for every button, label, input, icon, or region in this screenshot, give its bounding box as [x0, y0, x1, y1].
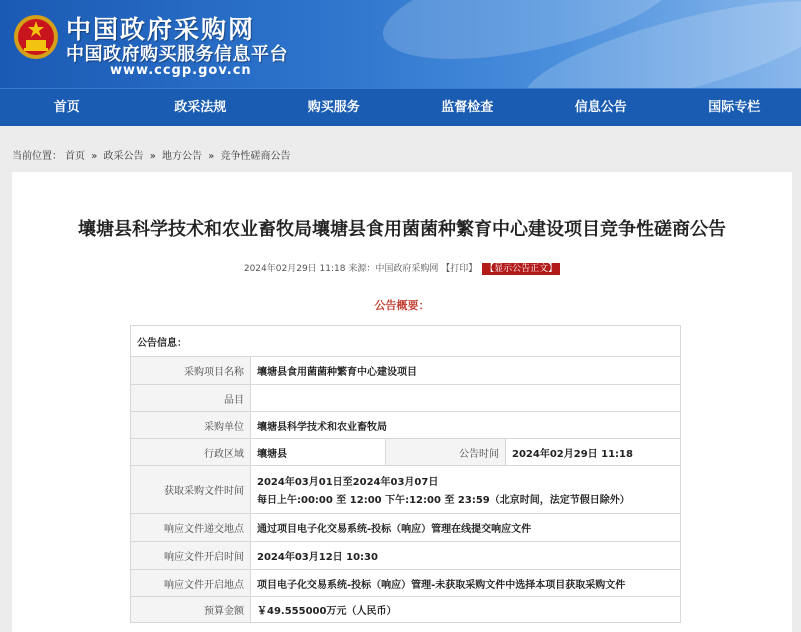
open-place-label: 响应文件开启地点 — [131, 570, 251, 597]
nav-international[interactable]: 国际专栏 — [668, 89, 801, 126]
table-row — [131, 439, 681, 466]
breadcrumb-procurement[interactable]: 政采公告 — [104, 151, 144, 162]
site-subtitle: 中国政府购买服务信息平台 — [66, 40, 288, 66]
breadcrumb — [12, 147, 294, 162]
breadcrumb-home[interactable]: 首页 — [65, 151, 85, 162]
site-url: www.ccgp.gov.cn — [110, 63, 252, 78]
breadcrumb-separator: » — [91, 151, 97, 162]
info-header: 公告信息： — [131, 326, 681, 357]
publish-date: 2024年02月29日 11:18 — [244, 264, 346, 274]
budget-label: 预算金额 — [131, 597, 251, 623]
breadcrumb-separator: » — [150, 151, 156, 162]
item-label: 品目 — [131, 385, 251, 412]
doc-time — [251, 466, 681, 514]
table-row — [131, 466, 681, 514]
open-time-label: 响应文件开启时间 — [131, 542, 251, 570]
region: 壤塘县 — [251, 439, 386, 466]
national-emblem-icon — [12, 12, 60, 62]
table-row — [131, 412, 681, 439]
nav-supervision[interactable]: 监督检查 — [401, 89, 535, 126]
site-name: 中国政府采购网 — [66, 10, 255, 46]
summary-heading: 公告概要： — [12, 297, 792, 313]
print-link[interactable]: 【打印】 — [441, 264, 477, 274]
submit-place: 通过项目电子化交易系统-投标（响应）管理在线提交响应文件 — [251, 514, 681, 542]
open-place: 项目电子化交易系统-投标（响应）管理-未获取采购文件中选择本项目获取采购文件 — [251, 570, 681, 597]
purchaser-label: 采购单位 — [131, 412, 251, 439]
doc-time-range: 2024年03月01日至2024年03月07日 — [257, 473, 674, 488]
breadcrumb-prefix: 当前位置： — [12, 151, 62, 162]
region-label: 行政区域 — [131, 439, 251, 466]
table-row — [131, 326, 681, 357]
show-text-button[interactable]: 【显示公告正文】 — [482, 263, 560, 275]
table-row — [131, 542, 681, 570]
project-name-label: 采购项目名称 — [131, 357, 251, 385]
announce-time: 2024年02月29日 11:18 — [506, 439, 681, 466]
purchaser: 壤塘县科学技术和农业畜牧局 — [251, 412, 681, 439]
breadcrumb-separator: » — [208, 151, 214, 162]
nav-purchase-services[interactable]: 购买服务 — [267, 89, 401, 126]
open-time: 2024年03月12日 10:30 — [251, 542, 681, 570]
nav-home[interactable]: 首页 — [0, 89, 134, 126]
doc-time-hours: 每日上午:00:00 至 12:00 下午:12:00 至 23:59（北京时间，法定节假日除外） — [257, 491, 674, 506]
site-banner — [0, 0, 801, 88]
table-row — [131, 570, 681, 597]
page-title: 壤塘县科学技术和农业畜牧局壤塘县食用菌菌种繁育中心建设项目竞争性磋商公告 — [12, 215, 792, 241]
info-table — [130, 325, 681, 623]
main-nav — [0, 88, 801, 126]
table-row — [131, 514, 681, 542]
source: 来源：中国政府采购网 — [348, 264, 438, 274]
table-row — [131, 357, 681, 385]
nav-announcements[interactable]: 信息公告 — [534, 89, 668, 126]
article-meta — [12, 261, 792, 274]
submit-place-label: 响应文件递交地点 — [131, 514, 251, 542]
item-value — [251, 385, 681, 412]
announce-time-label: 公告时间 — [386, 439, 506, 466]
nav-regulations[interactable]: 政采法规 — [134, 89, 268, 126]
announcement-card — [12, 172, 792, 632]
breadcrumb-local[interactable]: 地方公告 — [162, 151, 202, 162]
breadcrumb-competitive[interactable]: 竞争性磋商公告 — [221, 151, 291, 162]
doc-time-label: 获取采购文件时间 — [131, 466, 251, 514]
table-row — [131, 385, 681, 412]
project-name: 壤塘县食用菌菌种繁育中心建设项目 — [251, 357, 681, 385]
budget: ￥49.555000万元（人民币） — [251, 597, 681, 623]
